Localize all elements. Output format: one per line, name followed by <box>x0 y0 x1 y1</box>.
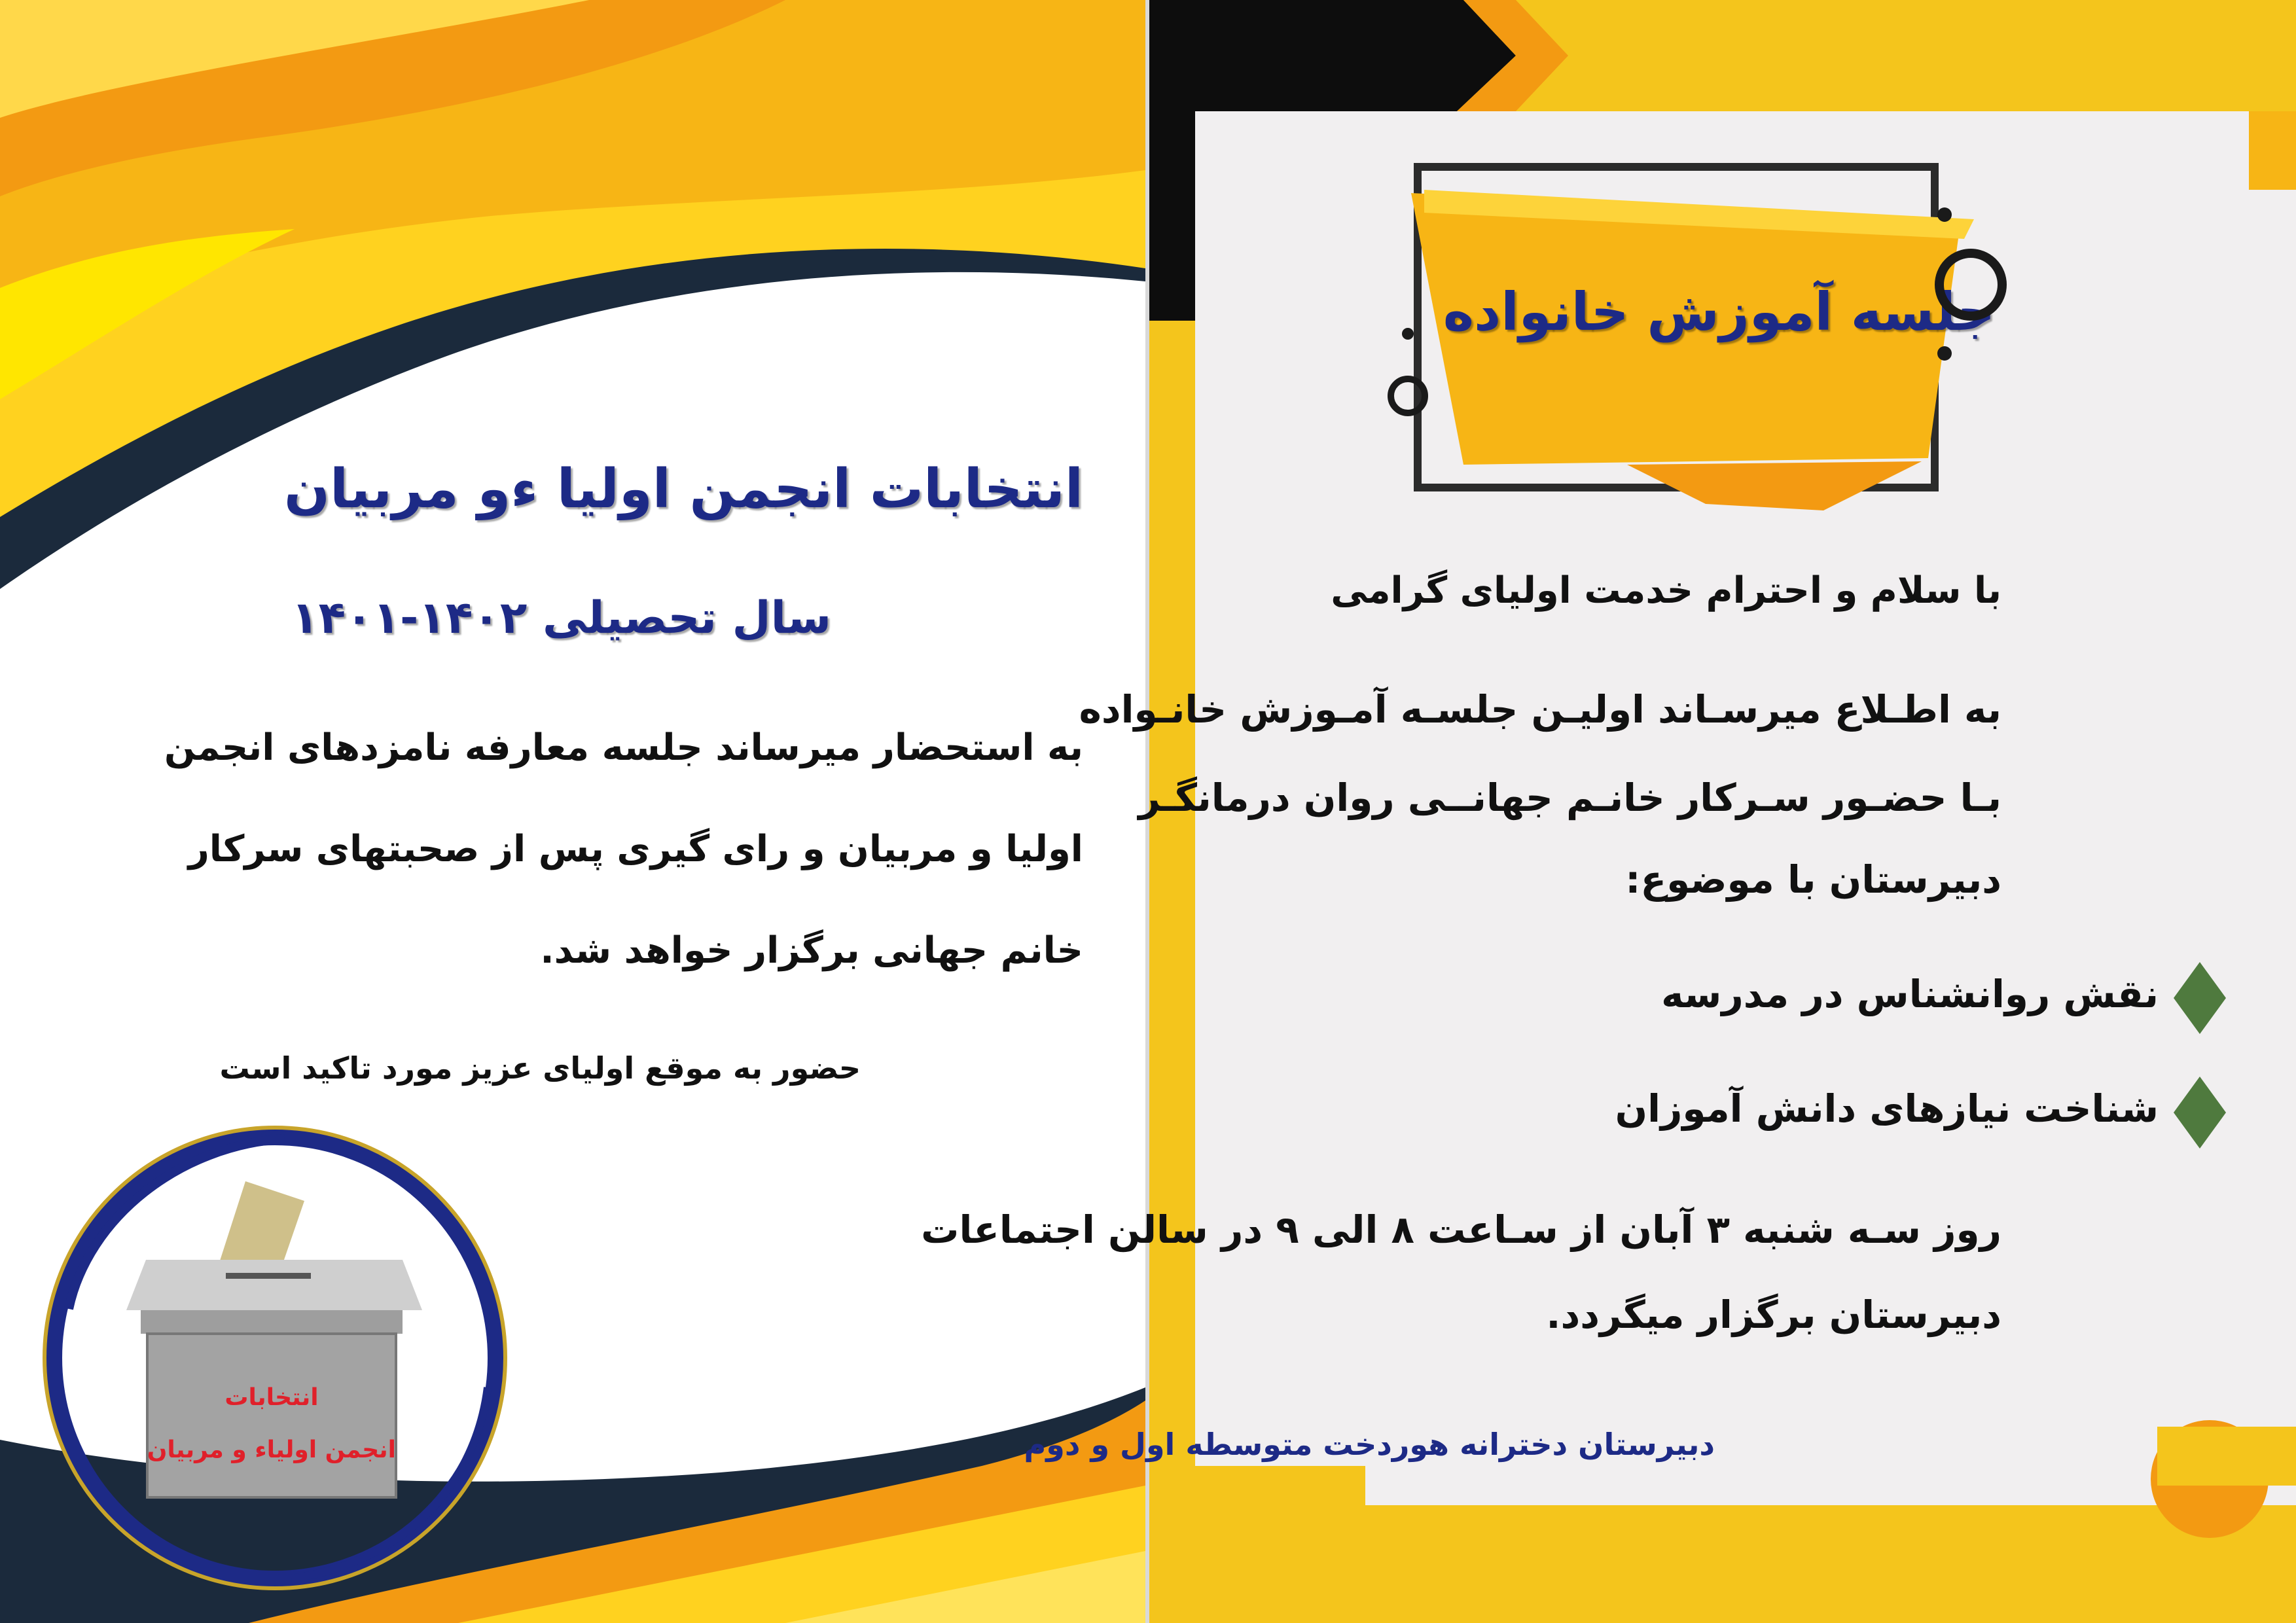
school-footer: دبیرستان دخترانه هوردخت متوسطه اول و دوم <box>1024 1427 1715 1462</box>
ballot-emblem <box>29 1113 520 1603</box>
intro-line-1: به اطـلاع میرسـاند اولیـن جلسـه آمـوزش خانـواده <box>1079 687 2001 732</box>
right-flyer <box>921 0 2296 1623</box>
body-line-1: به استحضار میرساند جلسه معارفه نامزدهای انجمن <box>164 726 1083 769</box>
ballot-box-icon <box>29 1113 520 1603</box>
left-flyer <box>0 0 1145 1623</box>
academic-year: سال تحصیلی ۱۴۰۲-۱۴۰۱ <box>291 592 831 644</box>
election-title: انتخابات انجمن اولیا ءو مربیان <box>283 458 1083 520</box>
ballot-label-line-1: انتخابات <box>224 1384 319 1411</box>
family-session-title: جلسه آموزش خانواده <box>1443 281 1995 342</box>
intro-line-3: دبیرستان با موضوع: <box>1625 857 2001 902</box>
attendance-note: حضور به موقع اولیای عزیز مورد تاکید است <box>219 1050 861 1086</box>
body-line-2: اولیا و مربیان و رای گیری پس از صحبتهای سرکار <box>188 828 1083 870</box>
intro-line-2: بـا حضـور سـرکار خانـم جهانــی روان درمانگـر <box>1138 776 2001 820</box>
greeting: با سلام و احترام خدمت اولیای گرامی <box>1331 569 2001 612</box>
topic-2: شناخت نیازهای دانش آموزان <box>1615 1086 2159 1131</box>
schedule-line-2: دبیرستان برگزار میگردد. <box>1546 1293 2001 1337</box>
diamond-icon <box>2174 962 2226 1034</box>
ballot-label-line-2: انجمن اولیاء و مربیان <box>147 1436 396 1463</box>
diamond-icon <box>2174 1077 2226 1149</box>
body-line-3: خانم جهانی برگزار خواهد شد. <box>540 929 1083 972</box>
schedule-line-1: روز سـه شنبه ۳ آبان از سـاعت ۸ الی ۹ در سالن اجتماعات <box>921 1207 2001 1252</box>
decor-circles <box>1372 190 2026 438</box>
topic-1: نقش روانشناس در مدرسه <box>1661 972 2159 1016</box>
